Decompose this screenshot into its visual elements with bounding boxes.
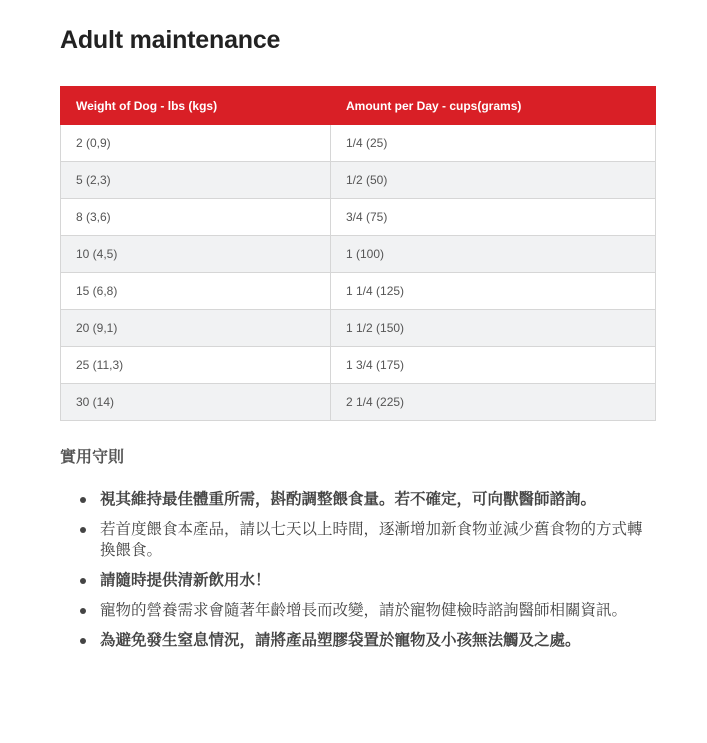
table-row [61,162,656,199]
bullet-icon [80,638,86,644]
bullet-icon [80,608,86,614]
table-header-row [61,87,656,125]
list-item [60,630,650,651]
table-row [61,273,656,310]
amount-cell: 1 1/4 (125) [331,273,656,310]
tip-text: 視其維持最佳體重所需，斟酌調整餵食量。若不確定，可向獸醫師諮詢。 [100,490,597,508]
tip-text: 請隨時提供清新飲用水！ [100,571,271,589]
weight-cell: 8 (3,6) [61,199,331,236]
list-item [60,489,650,510]
list-item [60,570,650,591]
page-title: Adult maintenance [60,26,281,54]
amount-cell: 1 (100) [331,236,656,273]
weight-cell: 30 (14) [61,384,331,421]
feeding-table [60,86,656,421]
amount-cell: 3/4 (75) [331,199,656,236]
header-weight: Weight of Dog - lbs (kgs) [61,87,331,125]
bullet-icon [80,578,86,584]
table-row [61,384,656,421]
table-row [61,236,656,273]
header-amount: Amount per Day - cups(grams) [331,87,656,125]
tip-text: 若首度餵食本產品，請以七天以上時間，逐漸增加新食物並減少舊食物的方式轉換餵食。 [100,520,643,559]
tip-text: 為避免發生窒息情況，請將產品塑膠袋置於寵物及小孩無法觸及之處。 [100,631,581,649]
amount-cell: 1 3/4 (175) [331,347,656,384]
amount-cell: 1/4 (25) [331,125,656,162]
weight-cell: 20 (9,1) [61,310,331,347]
table-row [61,347,656,384]
table-row [61,125,656,162]
tips-list [60,489,650,660]
weight-cell: 2 (0,9) [61,125,331,162]
list-item [60,600,650,621]
weight-cell: 25 (11,3) [61,347,331,384]
tips-heading: 實用守則 [60,447,125,466]
bullet-icon [80,497,86,503]
tip-text: 寵物的營養需求會隨著年齡增長而改變，請於寵物健檢時諮詢醫師相關資訊。 [100,601,628,619]
bullet-icon [80,527,86,533]
weight-cell: 5 (2,3) [61,162,331,199]
amount-cell: 1 1/2 (150) [331,310,656,347]
weight-cell: 10 (4,5) [61,236,331,273]
table-row [61,199,656,236]
amount-cell: 2 1/4 (225) [331,384,656,421]
list-item [60,519,650,561]
amount-cell: 1/2 (50) [331,162,656,199]
weight-cell: 15 (6,8) [61,273,331,310]
table-row [61,310,656,347]
